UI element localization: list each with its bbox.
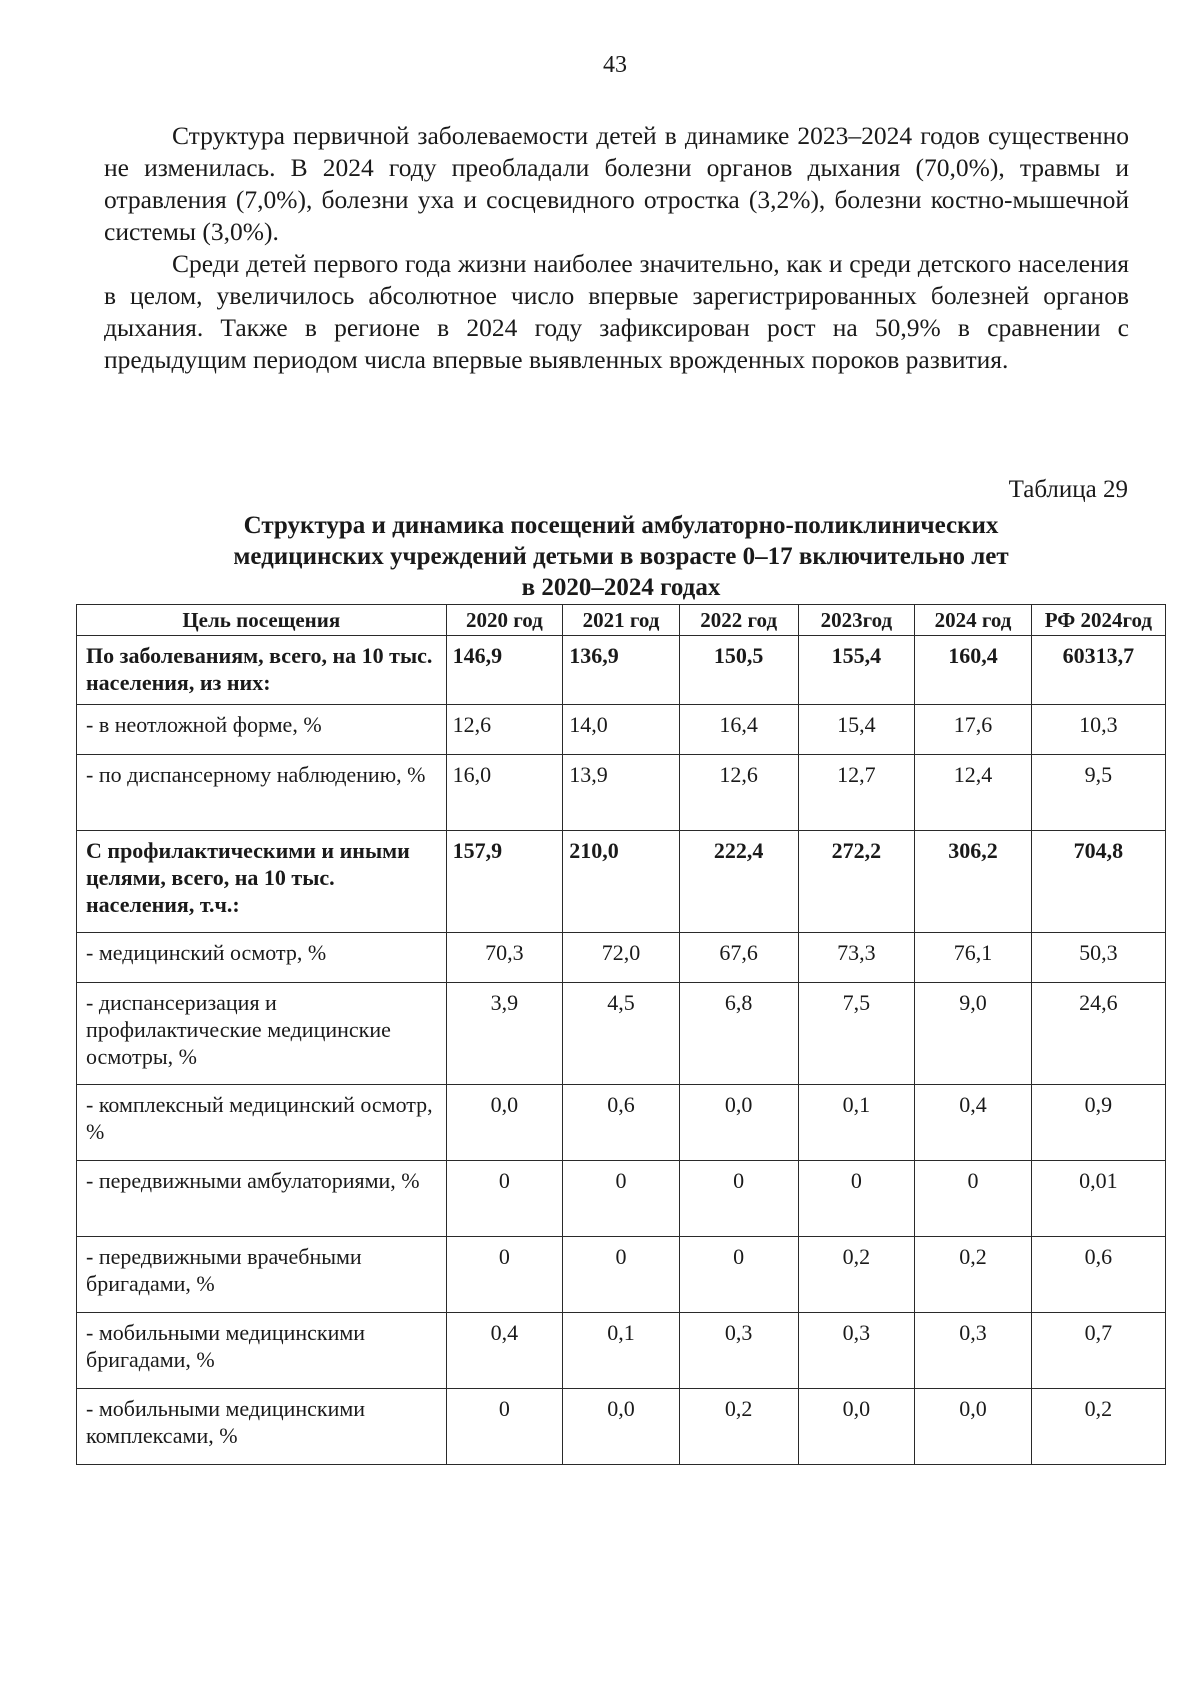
cell-value: 0 — [563, 1237, 680, 1313]
table-title-line: медицинских учреждений детьми в возрасте 0–17 включительно лет — [233, 543, 1009, 570]
table-row — [77, 831, 1166, 933]
cell-value: 0 — [446, 1237, 563, 1313]
row-label: По заболеваниям, всего, на 10 тыс. населения, из них: — [77, 636, 447, 705]
cell-value: 72,0 — [563, 933, 680, 983]
table-row — [77, 1161, 1166, 1237]
cell-value: 0 — [798, 1161, 915, 1237]
cell-value: 12,7 — [798, 755, 915, 831]
table-row — [77, 1237, 1166, 1313]
cell-value: 9,0 — [915, 983, 1032, 1085]
cell-value: 306,2 — [915, 831, 1032, 933]
row-label: - мобильными медицинскими комплексами, % — [77, 1389, 447, 1465]
cell-value: 157,9 — [446, 831, 563, 933]
cell-value: 0 — [679, 1161, 798, 1237]
table-row — [77, 1389, 1166, 1465]
cell-value: 0,3 — [798, 1313, 915, 1389]
header-purpose: Цель посещения — [77, 605, 447, 636]
visits-table — [76, 604, 1166, 1465]
body-text — [104, 120, 1129, 376]
cell-value: 0,6 — [1031, 1237, 1165, 1313]
table-title-line: Структура и динамика посещений амбулаторно-поликлинических — [243, 512, 999, 539]
cell-value: 0,01 — [1031, 1161, 1165, 1237]
cell-value: 67,6 — [679, 933, 798, 983]
cell-value: 15,4 — [798, 705, 915, 755]
cell-value: 0,0 — [446, 1085, 563, 1161]
cell-value: 9,5 — [1031, 755, 1165, 831]
table-title — [76, 510, 1166, 603]
cell-value: 704,8 — [1031, 831, 1165, 933]
table-row — [77, 705, 1166, 755]
cell-value: 0,6 — [563, 1085, 680, 1161]
cell-value: 12,6 — [679, 755, 798, 831]
row-label: - в неотложной форме, % — [77, 705, 447, 755]
cell-value: 7,5 — [798, 983, 915, 1085]
cell-value: 150,5 — [679, 636, 798, 705]
cell-value: 0 — [679, 1237, 798, 1313]
row-label: - комплексный медицинский осмотр, % — [77, 1085, 447, 1161]
cell-value: 0 — [915, 1161, 1032, 1237]
row-label: - мобильными медицинскими бригадами, % — [77, 1313, 447, 1389]
table-row — [77, 933, 1166, 983]
paragraph: Структура первичной заболеваемости детей в динамике 2023–2024 годов существенно не изменилась. В 2024 году преобладали болезни органов дыхания (70,0%), травмы и отравления (7,0%), болезни уха и сосцевидного отростка (3,2%), болезни костно-мышечной системы (3,0%). — [104, 121, 1129, 246]
cell-value: 10,3 — [1031, 705, 1165, 755]
page-number: 43 — [603, 52, 627, 78]
row-label: - передвижными амбулаториями, % — [77, 1161, 447, 1237]
cell-value: 0,1 — [563, 1313, 680, 1389]
cell-value: 13,9 — [563, 755, 680, 831]
table-row — [77, 636, 1166, 705]
cell-value: 0,3 — [679, 1313, 798, 1389]
cell-value: 136,9 — [563, 636, 680, 705]
cell-value: 24,6 — [1031, 983, 1165, 1085]
cell-value: 0,2 — [915, 1237, 1032, 1313]
cell-value: 0,0 — [563, 1389, 680, 1465]
row-label: - медицинский осмотр, % — [77, 933, 447, 983]
cell-value: 155,4 — [798, 636, 915, 705]
cell-value: 0,0 — [679, 1085, 798, 1161]
cell-value: 73,3 — [798, 933, 915, 983]
header-rf-2024: РФ 2024год — [1031, 605, 1165, 636]
paragraph: Среди детей первого года жизни наиболее значительно, как и среди детского населения в целом, увеличилось абсолютное число впервые зарегистрированных болезней органов дыхания. Также в регионе в 2024 году зафиксирован рост на 50,9% в сравнении с предыдущим периодом числа впервые выявленных врожденных пороков развития. — [104, 249, 1129, 374]
cell-value: 16,0 — [446, 755, 563, 831]
cell-value: 50,3 — [1031, 933, 1165, 983]
cell-value: 0,2 — [1031, 1389, 1165, 1465]
cell-value: 76,1 — [915, 933, 1032, 983]
cell-value: 0,4 — [446, 1313, 563, 1389]
cell-value: 0,4 — [915, 1085, 1032, 1161]
cell-value: 160,4 — [915, 636, 1032, 705]
cell-value: 14,0 — [563, 705, 680, 755]
cell-value: 146,9 — [446, 636, 563, 705]
cell-value: 4,5 — [563, 983, 680, 1085]
header-2022: 2022 год — [679, 605, 798, 636]
cell-value: 0,2 — [798, 1237, 915, 1313]
cell-value: 70,3 — [446, 933, 563, 983]
cell-value: 3,9 — [446, 983, 563, 1085]
header-2024: 2024 год — [915, 605, 1032, 636]
cell-value: 210,0 — [563, 831, 680, 933]
cell-value: 0 — [563, 1161, 680, 1237]
cell-value: 0,0 — [798, 1389, 915, 1465]
cell-value: 12,4 — [915, 755, 1032, 831]
cell-value: 0 — [446, 1161, 563, 1237]
cell-value: 17,6 — [915, 705, 1032, 755]
row-label: С профилактическими и иными целями, всего, на 10 тыс. населения, т.ч.: — [77, 831, 447, 933]
table-row — [77, 1313, 1166, 1389]
table-title-line: в 2020–2024 годах — [521, 574, 721, 601]
row-label: - диспансеризация и профилактические медицинские осмотры, % — [77, 983, 447, 1085]
header-2020: 2020 год — [446, 605, 563, 636]
cell-value: 222,4 — [679, 831, 798, 933]
cell-value: 0,3 — [915, 1313, 1032, 1389]
header-2021: 2021 год — [563, 605, 680, 636]
cell-value: 12,6 — [446, 705, 563, 755]
row-label: - по диспансерному наблюдению, % — [77, 755, 447, 831]
cell-value: 272,2 — [798, 831, 915, 933]
header-2023: 2023год — [798, 605, 915, 636]
cell-value: 16,4 — [679, 705, 798, 755]
cell-value: 0,9 — [1031, 1085, 1165, 1161]
cell-value: 6,8 — [679, 983, 798, 1085]
table-row — [77, 983, 1166, 1085]
cell-value: 0,2 — [679, 1389, 798, 1465]
table-label: Таблица 29 — [1008, 476, 1128, 503]
table-header-row — [77, 605, 1166, 636]
cell-value: 60313,7 — [1031, 636, 1165, 705]
cell-value: 0,0 — [915, 1389, 1032, 1465]
cell-value: 0,1 — [798, 1085, 915, 1161]
cell-value: 0 — [446, 1389, 563, 1465]
table-row — [77, 1085, 1166, 1161]
table-row — [77, 755, 1166, 831]
cell-value: 0,7 — [1031, 1313, 1165, 1389]
row-label: - передвижными врачебными бригадами, % — [77, 1237, 447, 1313]
